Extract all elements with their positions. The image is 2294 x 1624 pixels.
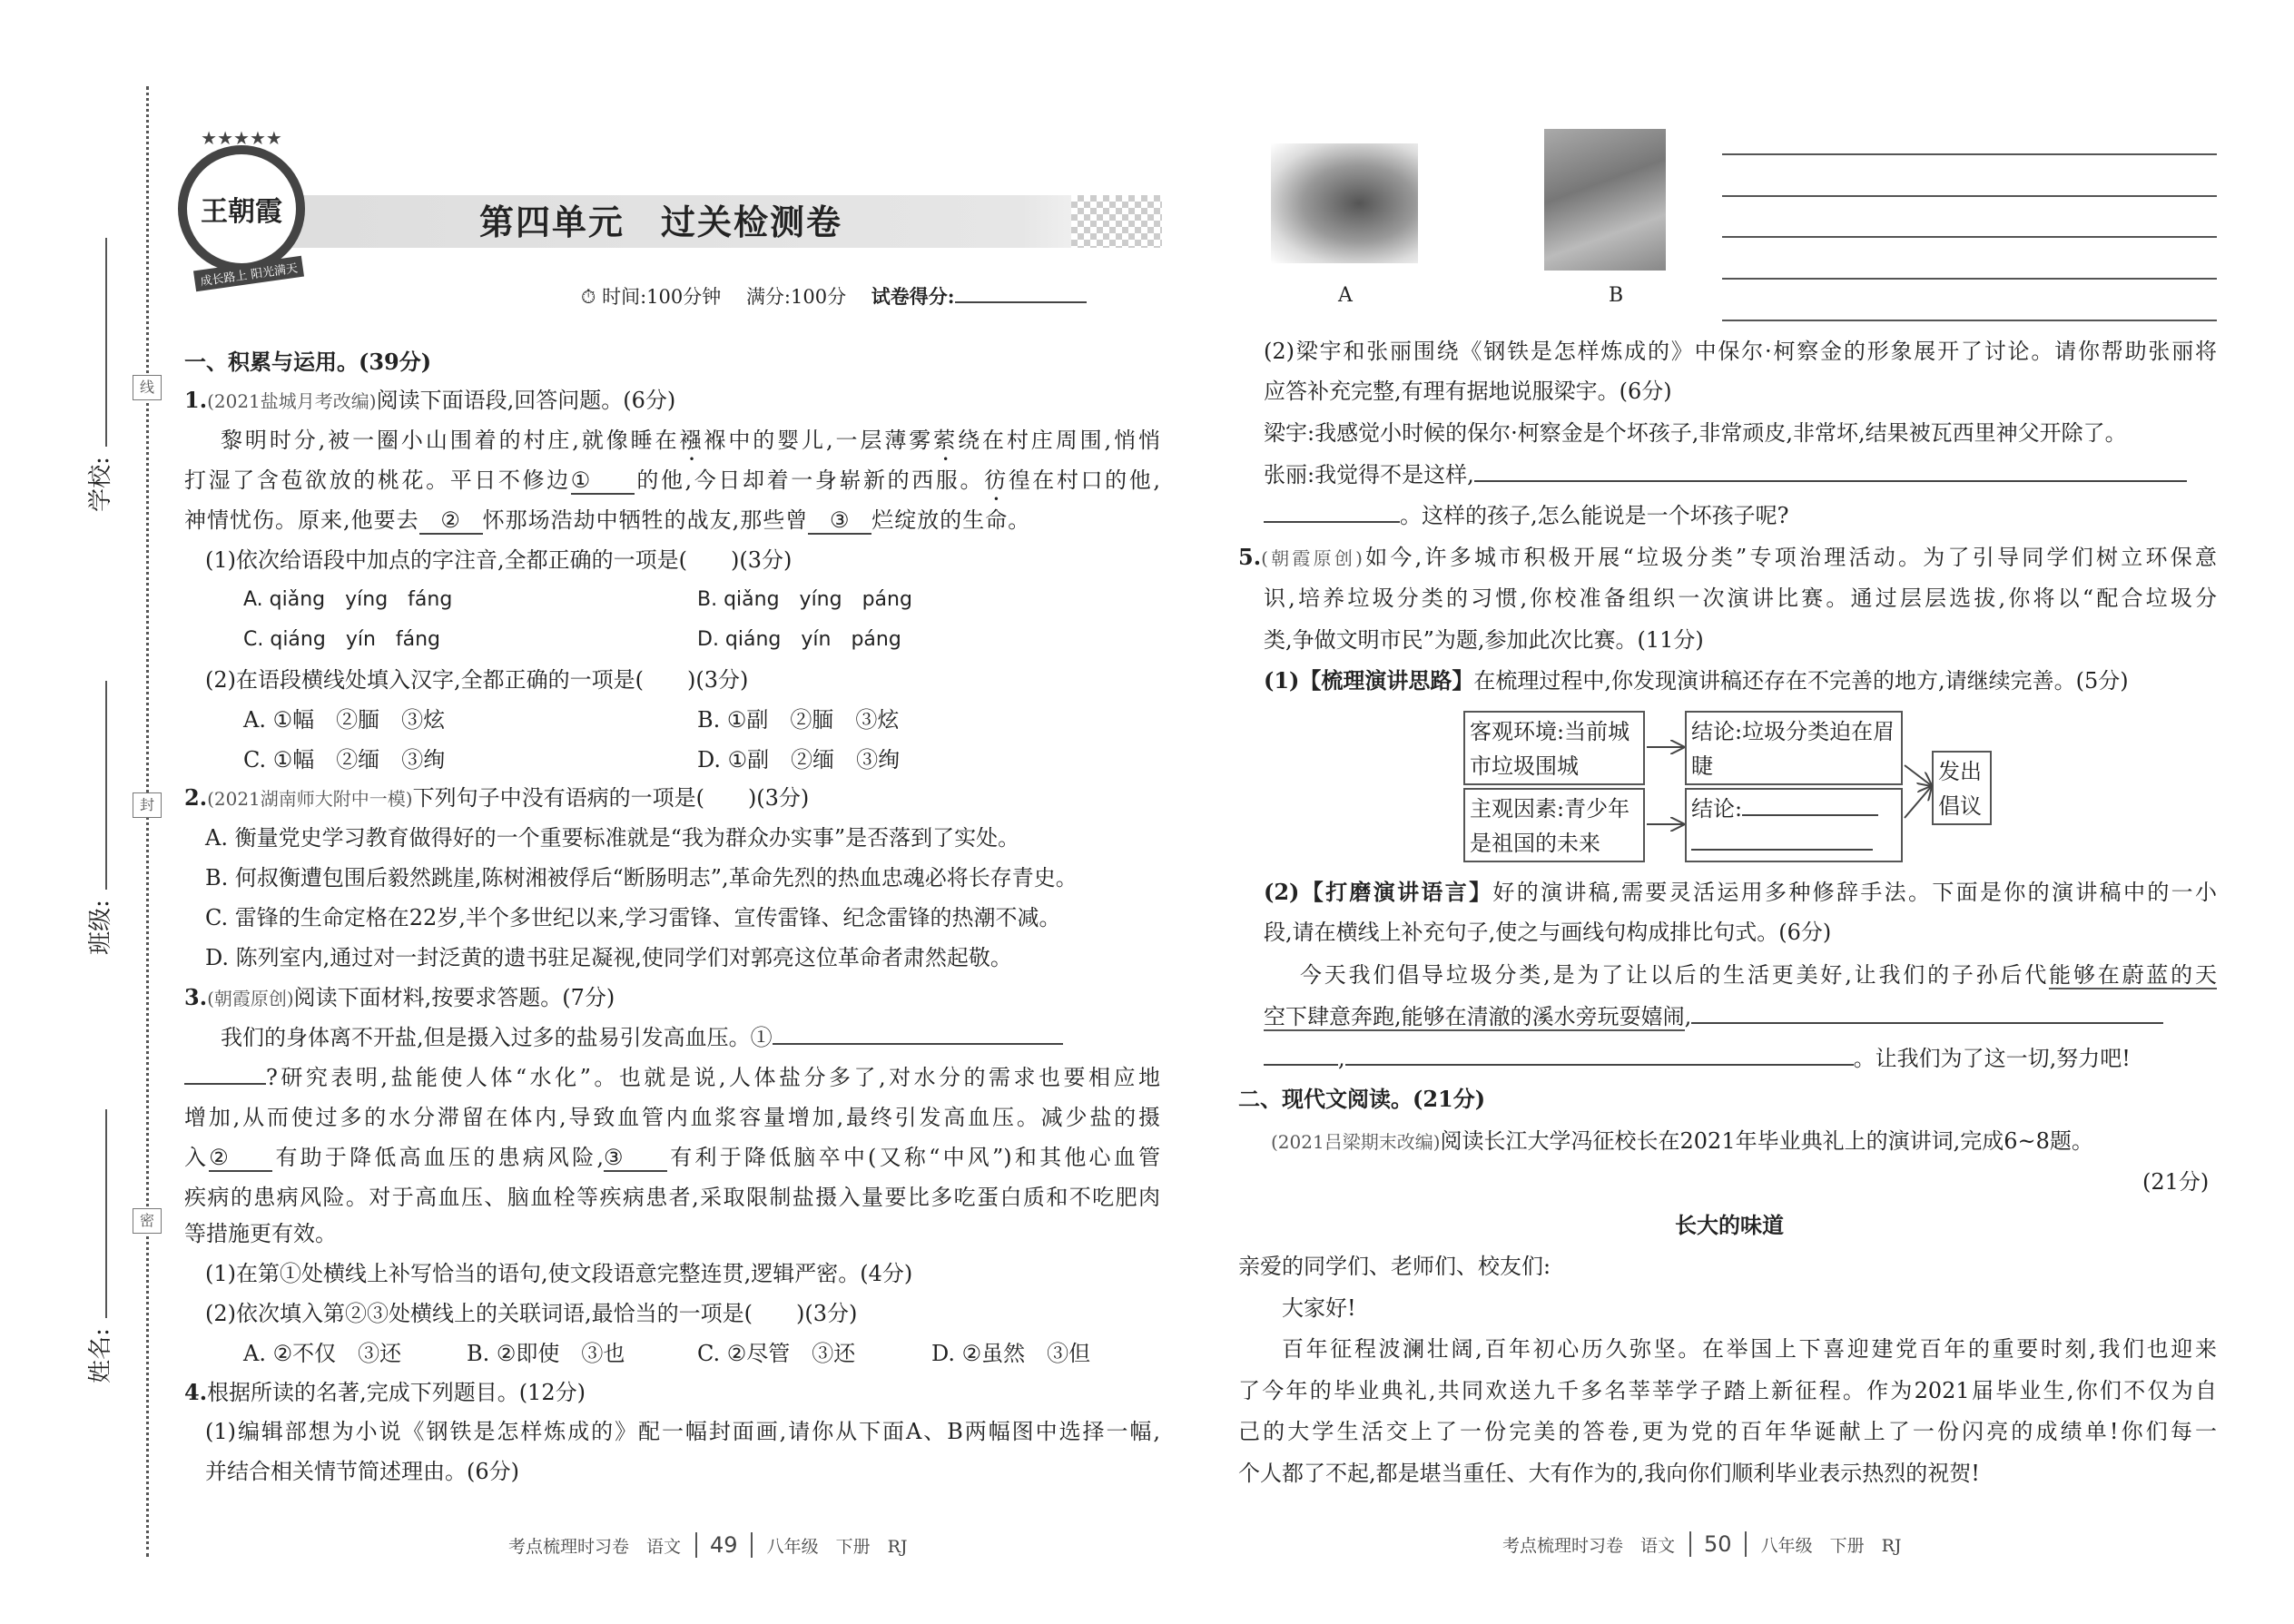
article-line: 个人都了不起,都是堪当重任、大有作为的,我向你们顺利毕业表示热烈的祝贺!: [1238, 1461, 1980, 1486]
illustration-b: [1544, 129, 1666, 271]
speech-line: [1264, 1045, 2131, 1072]
q3-passage-line: 等措施更有效。: [184, 1221, 337, 1246]
text: 绕在村庄周围,悄悄: [958, 428, 1160, 453]
dialogue-liangyu: 梁宇:我感觉小时候的保尔·柯察金是个坏孩子,非常顽皮,非常坏,结果被瓦西里神父开除了。: [1264, 420, 2127, 446]
footer-book: 考点梳理时习卷 语文: [508, 1537, 682, 1557]
q5-heading: [1238, 544, 2217, 572]
option-a[interactable]: A. ①幅 ②腼 ③炫: [243, 707, 446, 733]
blank-3[interactable]: ③: [604, 1145, 667, 1172]
footer-left: [508, 1532, 908, 1558]
logo-brand: 王朝霞: [201, 196, 282, 228]
text: 入: [184, 1145, 210, 1170]
underlined-text: 能够在蔚蓝的天: [2049, 962, 2217, 988]
option-d[interactable]: D. ①副 ②缅 ③绚: [697, 747, 901, 773]
q4-sub1: (1)编辑部想为小说《钢铁是怎样炼成的》配一幅封面画,请你从下面A、B两幅图中选择一幅,: [205, 1419, 1160, 1444]
option-d[interactable]: D. qiáng yín páng: [697, 628, 901, 651]
q-stem: 根据所读的名著,完成下列题目。(12分): [207, 1380, 586, 1405]
text: ,: [1338, 1046, 1345, 1071]
text: 怀那场浩劫中牺牲的战友,那些曾: [482, 507, 809, 533]
blank-1[interactable]: ①: [571, 468, 635, 495]
q-stem: 如今,许多城市积极开展“垃圾分类”专项治理活动。为了引导同学们树立环保意: [1362, 545, 2218, 570]
option-b[interactable]: B. 何叔衡遭包围后毅然跳崖,陈树湘被俘后“断肠明志”,革命先烈的热血忠魂必将长存青史。: [205, 865, 1078, 891]
class-label: 班级:: [86, 900, 114, 955]
binding-mark: 密: [133, 1208, 162, 1234]
text: 。让我们为了这一切,努力吧!: [1853, 1046, 2131, 1071]
article-line: 百年征程波澜壮阔,百年初心历久弥坚。在举国上下喜迎建党百年的重要时刻,我们也迎来: [1282, 1336, 2217, 1362]
q1-heading: [184, 387, 675, 415]
answer-line[interactable]: [1722, 153, 2217, 155]
footer-grade: 八年级 下册 RJ: [766, 1537, 908, 1557]
name-field[interactable]: [105, 1109, 107, 1318]
page-number: 50: [1689, 1531, 1747, 1557]
school-label: 学校:: [86, 457, 114, 512]
option-c[interactable]: C. 雷锋的生命定格在22岁,半个多世纪以来,学习雷锋、宣传雷锋、纪念雷锋的热潮不减。: [205, 905, 1061, 930]
option-c[interactable]: C. ①幅 ②缅 ③绚: [243, 747, 446, 773]
q-number: 3.: [184, 984, 208, 1010]
option-a[interactable]: A. ②不仅 ③还: [243, 1341, 402, 1366]
answer-line[interactable]: [1722, 195, 2217, 197]
diagram-box-factor: 主观因素:青少年是祖国的未来: [1463, 788, 1645, 862]
source: (2021吕梁期末改编): [1271, 1131, 1441, 1153]
text: ?研究表明,盐能使人体“水化”。也就是说,人体盐分多了,对水分的需求也要相应地: [266, 1065, 1160, 1090]
text: 黎明时分,被一圈小山围着的村庄,就像睡在: [221, 428, 680, 453]
text: 张丽:我觉得不是这样,: [1264, 462, 1474, 487]
q-number: 5.: [1238, 544, 1262, 570]
q-number: 2.: [184, 784, 208, 811]
q5-sub2: [1264, 879, 2217, 906]
text: 烂绽放的生命。: [871, 507, 1031, 533]
tag: (1)【梳理演讲思路】: [1264, 667, 1474, 694]
dialogue-zhangli: [1264, 461, 2187, 488]
diagram-box-proposal: 发出倡议: [1932, 751, 1992, 825]
reading-intro: [1271, 1127, 2093, 1156]
page-number: 49: [695, 1532, 753, 1558]
q-number: 4.: [184, 1379, 208, 1405]
text: 结论:: [1691, 796, 1743, 822]
q4-sub1-cont: 并结合相关情节简述理由。(6分): [205, 1459, 519, 1484]
section-2-heading: 二、现代文阅读。(21分): [1238, 1086, 1486, 1112]
speech-line: [1264, 1003, 2163, 1030]
arrow-icon: [1905, 765, 1931, 785]
page-title: 第四单元 过关检测卷: [479, 202, 843, 242]
illustration-b-label: B: [1609, 284, 1624, 307]
score-label: 试卷得分:: [871, 285, 955, 308]
text: 的他,今日却着一身崭新的西服。: [634, 468, 985, 493]
text: 打湿了含苞欲放的桃花。平日不修边: [184, 468, 571, 493]
footer-book: 考点梳理时习卷 语文: [1502, 1536, 1676, 1556]
footer-right: [1502, 1531, 1902, 1557]
article-greeting: 亲爱的同学们、老师们、校友们:: [1238, 1254, 1551, 1279]
option-d[interactable]: D. 陈列室内,通过对一封泛黄的遗书驻足凝视,使同学们对郭亮这位革命者肃然起敬。: [205, 945, 1012, 970]
q-stem: 阅读下面材料,按要求答题。(7分): [293, 985, 615, 1010]
blank-1[interactable]: [773, 1043, 1063, 1045]
q-source: (2021盐城月考改编): [207, 390, 377, 412]
text: 徨在村口的他,: [1008, 468, 1160, 493]
q3-passage-line: [184, 1144, 1160, 1172]
q1-sub1: (1)依次给语段中加点的字注音,全都正确的一项是( )(3分): [205, 547, 793, 573]
text: 。这样的孩子,怎么能说是一个坏孩子呢?: [1400, 503, 1789, 528]
answer-line[interactable]: [1722, 278, 2217, 280]
speech-line: [1300, 961, 2217, 989]
text: 褓中的婴儿,一层薄雾: [704, 428, 934, 453]
article-line: 己的大学生活交上了一份完美的答卷,更为党的百年华诞献上了一份闪亮的成绩单!你们每一: [1238, 1419, 2217, 1444]
text: 神情忧伤。原来,他要去: [184, 507, 419, 533]
text: 好的演讲稿,需要灵活运用多种修辞手法。下面是你的演讲稿中的一小: [1492, 880, 2217, 905]
binding-dotted-line: [146, 86, 149, 1557]
answer-field[interactable]: [1474, 480, 2187, 482]
school-field[interactable]: [105, 238, 107, 447]
q3-sub2: (2)依次填入第②③处横线上的关联词语,最恰当的一项是( )(3分): [205, 1301, 858, 1326]
reading-score: (21分): [2142, 1169, 2210, 1195]
dialogue-zhangli-cont: [1264, 502, 1789, 529]
tag: (2)【打磨演讲语言】: [1264, 879, 1493, 905]
binding-mark: 线: [133, 375, 162, 400]
option-a[interactable]: A. 衡量党史学习教育做得好的一个重要标准就是“我为群众办实事”是否落到了实处。: [205, 825, 1020, 851]
name-label: 姓名:: [86, 1328, 114, 1383]
option-c[interactable]: C. ②尽管 ③还: [697, 1341, 856, 1366]
dotted-char: 襁: [679, 428, 704, 453]
option-b[interactable]: B. qiǎng yíng páng: [697, 588, 912, 611]
score-field[interactable]: [955, 301, 1087, 303]
section-1-heading: 一、积累与运用。(39分): [184, 349, 432, 375]
q-source: (2021湖南师大附中一模): [207, 788, 413, 810]
star-icon: ★★★★★: [201, 127, 282, 149]
option-d[interactable]: D. ②虽然 ③但: [931, 1341, 1091, 1366]
answer-line[interactable]: [1722, 320, 2217, 321]
arrow-icon: [1905, 787, 1931, 818]
q3-passage-line: [221, 1024, 1063, 1051]
answer-field[interactable]: [1345, 1064, 1854, 1066]
footer-grade: 八年级 下册 RJ: [1760, 1536, 1902, 1556]
blank-2[interactable]: ②: [419, 507, 483, 535]
answer-field[interactable]: [1264, 1064, 1338, 1066]
article-line: 了今年的毕业典礼,共同欢送九千多名莘莘学子踏上新征程。作为2021届毕业生,你们不仅为自: [1238, 1378, 2217, 1403]
text: 在梳理过程中,你发现演讲稿还存在不完善的地方,请继续完善。(5分): [1473, 668, 2129, 694]
illustration-a: [1271, 143, 1418, 263]
text: 有助于降低高血压的患病风险,: [272, 1145, 605, 1170]
illustration-a-label: A: [1338, 284, 1353, 307]
underlined-text: 空下肆意奔跑,能够在清澈的溪水旁玩耍嬉闹: [1264, 1004, 1685, 1029]
q-number: 1.: [184, 387, 208, 413]
q1-passage-line: [184, 467, 1160, 506]
text: 阅读长江大学冯征校长在2021年毕业典礼上的演讲词,完成6~8题。: [1440, 1128, 2093, 1154]
q5-text: 类,争做文明市民”为题,参加此次比赛。(11分): [1264, 627, 1704, 653]
q1-passage-line: [221, 427, 1160, 466]
text: 我们的身体离不开盐,但是摄入过多的盐易引发高血压。①: [221, 1025, 773, 1050]
full-score: 满分:100分: [745, 286, 847, 308]
text: ,: [1684, 1004, 1692, 1029]
q-stem: 下列句子中没有语病的一项是( )(3分): [412, 785, 810, 811]
answer-field[interactable]: [1691, 1022, 2163, 1024]
answer-line[interactable]: [1722, 236, 2217, 238]
dotted-char: 彷: [984, 468, 1009, 493]
article-title: 长大的味道: [1675, 1212, 1784, 1238]
q4-sub2: (2)梁宇和张丽围绕《钢铁是怎样炼成的》中保尔·柯察金的形象展开了讨论。请你帮助张丽将: [1264, 339, 2217, 364]
q-stem: 阅读下面语段,回答问题。(6分): [376, 388, 676, 413]
option-b[interactable]: B. ①副 ②腼 ③炫: [697, 707, 900, 733]
checker-pattern: [1071, 195, 1162, 248]
text: 今天我们倡导垃圾分类,是为了让以后的生活更美好,让我们的子孙后代: [1300, 962, 2050, 988]
diagram-box-conclusion-1: 结论:垃圾分类迫在眉睫: [1685, 711, 1903, 785]
article-hello: 大家好!: [1282, 1295, 1356, 1321]
q-source: (朝霞原创): [207, 988, 294, 1009]
time-limit: 时间:100分钟: [602, 286, 722, 308]
blank-1-cont[interactable]: [184, 1083, 266, 1085]
q1-sub2: (2)在语段横线处填入汉字,全都正确的一项是( )(3分): [205, 667, 749, 693]
clock-icon: ⏱: [581, 286, 596, 308]
q5-sub1: [1264, 667, 2129, 694]
q3-passage-line: 增加,从而使过多的水分滞留在体内,导致血管内血浆容量增加,最终引发高血压。减少盐的摄: [184, 1105, 1160, 1130]
q3-sub1: (1)在第①处横线上补写恰当的语句,使文段语意完整连贯,逻辑严密。(4分): [205, 1261, 913, 1286]
option-c[interactable]: C. qiáng yín fáng: [243, 628, 441, 651]
diagram-box-environment: 客观环境:当前城市垃圾围城: [1463, 711, 1645, 785]
class-field[interactable]: [105, 681, 107, 890]
q3-heading: [184, 984, 615, 1012]
q-source: (朝霞原创): [1261, 547, 1363, 569]
q5-text: 识,培养垃圾分类的习惯,你校准备组织一次演讲比赛。通过层层选拔,你将以“配合垃圾分: [1264, 586, 2217, 611]
binding-mark: 封: [133, 792, 162, 818]
q3-passage-line: 疾病的患病风险。对于高血压、脑血栓等疾病患者,采取限制盐摄入量要比多吃蛋白质和不吃肥肉: [184, 1185, 1160, 1210]
blank-2[interactable]: ②: [209, 1145, 272, 1172]
option-b[interactable]: B. ②即使 ③也: [467, 1341, 625, 1366]
blank-3[interactable]: ③: [808, 507, 871, 535]
option-a[interactable]: A. qiǎng yíng fáng: [243, 588, 453, 611]
q4-sub2-cont: 应答补充完整,有理有据地说服梁宇。(6分): [1264, 379, 1672, 404]
q3-passage-line: [184, 1064, 1160, 1091]
diagram-arrows: [1645, 711, 1934, 865]
q1-passage-line: [184, 507, 1030, 535]
dotted-char: 萦: [933, 428, 959, 453]
q2-heading: [184, 784, 809, 812]
answer-field[interactable]: [1264, 521, 1400, 523]
logo-slogan: 成长路上 阳光满天: [193, 256, 304, 291]
brand-logo: [178, 127, 305, 272]
text: 有利于降低脑卒中(又称“中风”)和其他心血管: [667, 1145, 1161, 1170]
q4-heading: [184, 1379, 586, 1406]
q5-sub2-cont: 段,请在横线上补充句子,使之与画线句构成排比句式。(6分): [1264, 920, 1832, 945]
